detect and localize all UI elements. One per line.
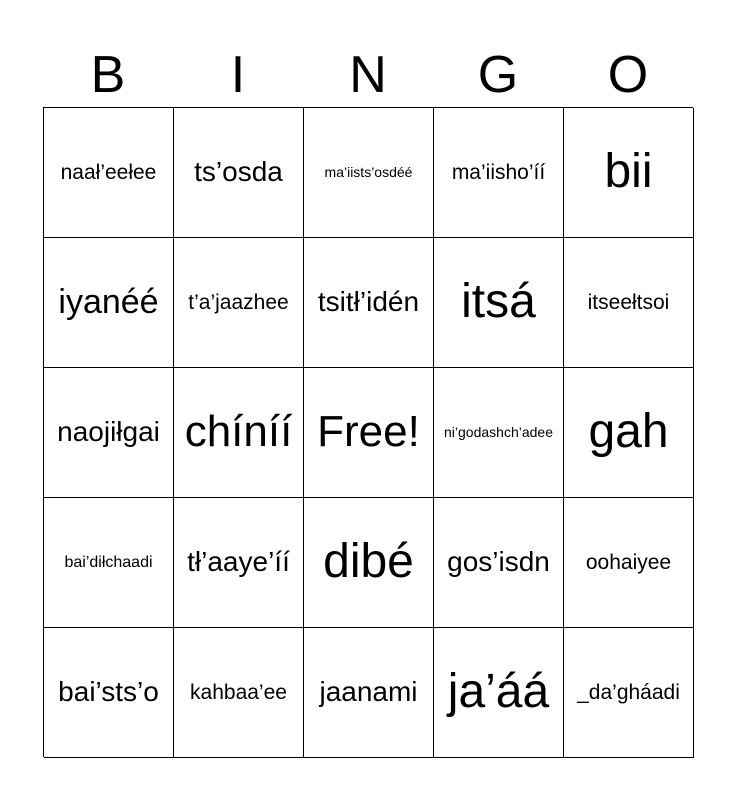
bingo-cell[interactable]: dibé [304, 498, 434, 628]
bingo-cell[interactable]: bii [564, 108, 694, 238]
bingo-board [43, 107, 693, 757]
bingo-cell[interactable]: itsá [434, 238, 564, 368]
header-letter-b: B [90, 46, 126, 104]
bingo-cell[interactable]: bai’diłchaadi [44, 498, 174, 628]
bingo-cell[interactable]: t’a’jaazhee [174, 238, 304, 368]
bingo-cell[interactable]: gah [564, 368, 694, 498]
bingo-cell[interactable]: ja’áá [434, 628, 564, 758]
bingo-cell[interactable]: jaanami [304, 628, 434, 758]
bingo-cell[interactable]: naojiłgai [44, 368, 174, 498]
bingo-cell-free[interactable]: Free! [304, 368, 434, 498]
bingo-cell[interactable]: naał’eełee [44, 108, 174, 238]
bingo-header [43, 44, 693, 106]
header-letter-o: O [607, 46, 649, 104]
bingo-cell[interactable]: oohaiyee [564, 498, 694, 628]
bingo-cell[interactable]: tsitł’idén [304, 238, 434, 368]
bingo-cell[interactable]: gos’isdn [434, 498, 564, 628]
bingo-cell[interactable]: chíníí [174, 368, 304, 498]
bingo-cell[interactable]: ni’godashch’adee [434, 368, 564, 498]
header-letter-n: N [349, 46, 387, 104]
header-letter-g: G [477, 46, 519, 104]
bingo-cell[interactable]: itseełtsoi [564, 238, 694, 368]
bingo-cell[interactable]: ts’osda [174, 108, 304, 238]
header-letter-i: I [230, 46, 246, 104]
bingo-cell[interactable]: bai’sts’o [44, 628, 174, 758]
bingo-cell[interactable]: kahbaa’ee [174, 628, 304, 758]
bingo-cell[interactable]: ma’iists’osdéé [304, 108, 434, 238]
bingo-cell[interactable]: tł’aaye’íí [174, 498, 304, 628]
bingo-cell[interactable]: ma’iisho’íí [434, 108, 564, 238]
bingo-cell[interactable]: iyanéé [44, 238, 174, 368]
bingo-cell[interactable]: _da’gháadi [564, 628, 694, 758]
